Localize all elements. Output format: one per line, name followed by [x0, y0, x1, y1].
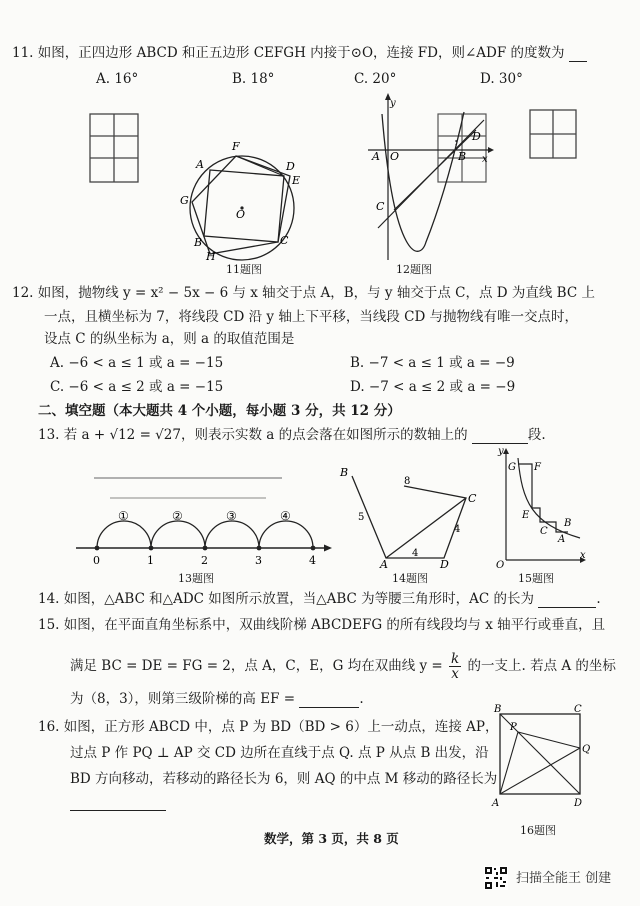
q15-line1: 15. 如图，在平面直角坐标系中，双曲线阶梯 ABCDEFG 的所有线段均与 x 轴平行或垂直，且: [38, 617, 606, 633]
q11-stem: [12, 44, 587, 62]
fig15-axis-y: y: [498, 446, 504, 457]
q13-stem: [38, 426, 546, 444]
fig12-axis-x: x: [482, 154, 488, 165]
q11-text: 如图，正四边形 ABCD 和正五边形 CEFGH 内接于⊙O，连接 FD，则∠ADF 的度数为: [37, 45, 565, 61]
fig12-label-d: D: [472, 130, 481, 143]
fig12-origin: O: [390, 150, 400, 163]
fig13-tick-2: 2: [201, 554, 208, 567]
fig13-tick-4: 4: [309, 554, 316, 567]
fig14-caption: 14题图: [392, 572, 428, 585]
bleed-grid-right: [526, 106, 580, 162]
fig14-len-4a: 4: [454, 524, 461, 535]
fig16-label-d: D: [574, 798, 583, 809]
fig16-label-b: B: [494, 704, 502, 715]
bleed-grid-left: [86, 110, 142, 186]
page-footer: 数学，第 3 页，共 8 页: [264, 831, 399, 846]
figure-13: [70, 468, 334, 570]
fig13-tick-3: 3: [255, 554, 262, 567]
q15-line2a: 满足 BC = DE = FG = 2，点 A，C，E，G 均在双曲线 y =: [70, 658, 443, 674]
fig16-label-a: A: [492, 798, 500, 809]
q15-line2b: 的一支上. 若点 A 的坐标: [467, 658, 616, 674]
watermark-text: 扫描全能王 创建: [516, 871, 612, 886]
fig15-label-b: B: [564, 518, 572, 529]
fig13-seg-3: ③: [226, 509, 237, 523]
fig12-caption: 12题图: [396, 263, 432, 276]
figure-14: [334, 460, 486, 570]
q12-option-b: B. −7 < a ≤ 1 或 a = −9: [350, 355, 515, 371]
q13-suffix: 段.: [527, 427, 546, 443]
fig15-axis-x: x: [580, 550, 586, 561]
q14-text: 14. 如图，△ABC 和△ADC 如图所示放置，当△ABC 为等腰三角形时，AC 的长为: [38, 591, 535, 607]
fig13-seg-1: ①: [118, 509, 129, 523]
q11-option-c: C. 20°: [354, 71, 397, 87]
q15-frac-den: x: [451, 666, 459, 682]
figure-15: [488, 442, 588, 570]
figure-11: [180, 128, 310, 262]
fig14-len-8: 8: [404, 476, 411, 487]
q13-text: 13. 若 a + √12 = √27，则表示实数 a 的点会落在如图所示的数轴上的: [38, 427, 468, 443]
fig14-label-b: B: [340, 466, 349, 479]
q15-fraction: [449, 652, 461, 681]
q12-option-c: C. −6 < a ≤ 2 或 a = −15: [50, 379, 224, 395]
fig14-len-4b: 4: [412, 548, 419, 559]
fig14-label-a: A: [380, 558, 388, 570]
fig11-label-g: G: [180, 194, 189, 207]
fig12-axis-y: y: [390, 98, 396, 109]
fig11-label-o: O: [236, 208, 246, 221]
fig13-seg-4: ④: [280, 509, 291, 523]
figure-12: [364, 92, 494, 262]
fig14-label-c: C: [468, 492, 477, 505]
fig13-caption: 13题图: [178, 572, 214, 585]
fig11-label-c: C: [280, 234, 289, 247]
fig15-label-a: A: [558, 534, 566, 545]
fig14-label-d: D: [440, 558, 449, 570]
fig12-label-c: C: [376, 200, 385, 213]
fig11-label-e: E: [292, 174, 301, 187]
fig16-label-q: Q: [582, 744, 591, 755]
q16-line3: BD 方向移动，若移动的路径长为 6，则 AQ 的中点 M 移动的路径长为: [70, 771, 498, 787]
fig15-origin: O: [496, 560, 505, 570]
q12-line1: 12. 如图，抛物线 y = x² − 5x − 6 与 x 轴交于点 A，B，与 y 轴交于点 C，点 D 为直线 BC 上: [12, 285, 595, 301]
fig13-tick-1: 1: [147, 554, 154, 567]
fig13-tick-0: 0: [93, 554, 100, 567]
q16-line2: 过点 P 作 PQ ⊥ AP 交 CD 边所在直线于点 Q. 点 P 从点 B 出发，沿: [70, 745, 489, 761]
fig15-label-f: F: [534, 462, 541, 473]
q11-option-b: B. 18°: [232, 71, 275, 87]
fig15-label-c: C: [540, 526, 548, 537]
q15-line3: 为（8，3），则第三级阶梯的高 EF = .: [70, 691, 364, 707]
fig11-label-a: A: [196, 158, 204, 171]
fig12-label-a: A: [372, 150, 380, 163]
q14-stem: 14. 如图，△ABC 和△ADC 如图所示放置，当△ABC 为等腰三角形时，AC 的长为 .: [38, 591, 601, 607]
fig15-label-g: G: [508, 462, 516, 473]
q12-option-a: A. −6 < a ≤ 1 或 a = −15: [50, 355, 224, 371]
figure-16: [488, 700, 592, 816]
fig11-label-b: B: [194, 236, 203, 249]
q11-number: 11.: [12, 45, 34, 61]
fig16-label-c: C: [574, 704, 582, 715]
q12-line2: 一点，且横坐标为 7，将线段 CD 沿 y 轴上下平移，当线段 CD 与抛物线有唯一交点时，: [44, 309, 579, 325]
q11-option-a: A. 16°: [96, 71, 139, 87]
fig12-label-b: B: [458, 150, 467, 163]
q15-frac-num: k: [451, 651, 460, 667]
fig11-label-h: H: [206, 250, 216, 262]
q11-option-d: D. 30°: [480, 71, 523, 87]
fig11-label-f: F: [232, 140, 240, 153]
fig13-seg-2: ②: [172, 509, 183, 523]
fig15-caption: 15题图: [518, 572, 554, 585]
section-2-heading: 二、填空题（本大题共 4 个小题，每小题 3 分，共 12 分）: [38, 403, 401, 419]
fig16-caption: 16题图: [520, 824, 556, 837]
fig16-label-p: P: [510, 722, 517, 733]
q12-option-d: D. −7 < a ≤ 2 或 a = −9: [350, 379, 516, 395]
fig15-label-e: E: [522, 510, 530, 521]
qr-code-icon: [484, 866, 508, 890]
q15-line2: [70, 652, 616, 681]
q16-line1: 16. 如图，正方形 ABCD 中，点 P 为 BD（BD > 6）上一动点，连接 AP，: [38, 719, 499, 735]
fig14-len-5: 5: [358, 512, 365, 523]
q16-answer-blank: [70, 810, 166, 811]
q12-line3: 设点 C 的纵坐标为 a，则 a 的取值范围是: [44, 331, 295, 347]
fig11-label-d: D: [286, 160, 295, 173]
q15-line3-text: 为（8，3），则第三级阶梯的高 EF =: [70, 691, 296, 707]
fig11-caption: 11题图: [226, 263, 262, 276]
